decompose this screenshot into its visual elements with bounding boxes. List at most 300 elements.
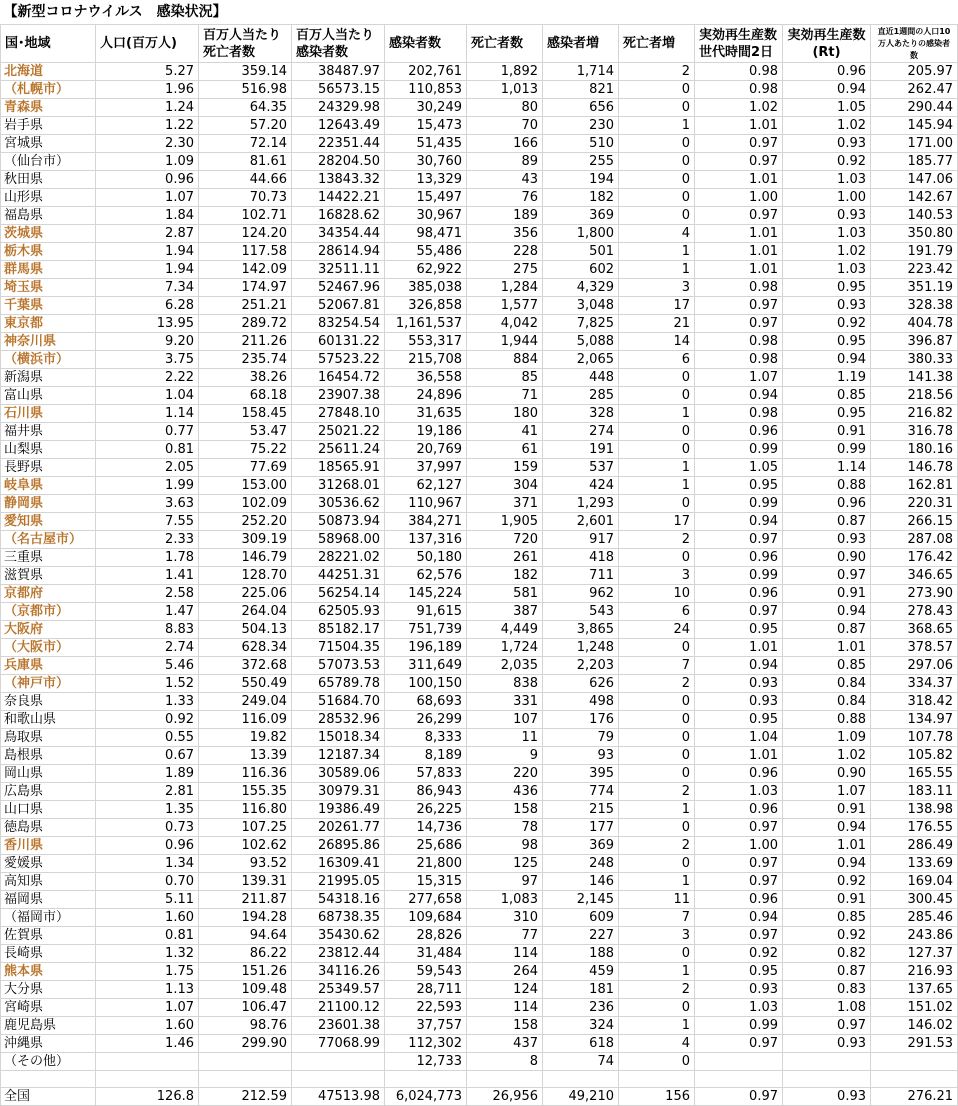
value-cell: 2 [619, 837, 695, 855]
table-row [1, 63, 958, 81]
value-cell: 7 [619, 909, 695, 927]
region-name-cell: 新潟県 [1, 369, 96, 387]
value-cell: 0.96 [96, 837, 199, 855]
value-cell: 194 [543, 171, 619, 189]
value-cell: 74 [543, 1053, 619, 1071]
value-cell: 1.03 [695, 783, 783, 801]
value-cell: 202,761 [385, 63, 467, 81]
value-cell: 114 [467, 999, 543, 1017]
value-cell: 917 [543, 531, 619, 549]
value-cell: 0.97 [783, 567, 871, 585]
value-cell: 2.22 [96, 369, 199, 387]
value-cell: 139.31 [199, 873, 292, 891]
value-cell: 962 [543, 585, 619, 603]
region-name-cell: （仙台市） [1, 153, 96, 171]
value-cell: 0.95 [783, 405, 871, 423]
value-cell: 424 [543, 477, 619, 495]
value-cell: 9 [467, 747, 543, 765]
value-cell: 1.03 [783, 225, 871, 243]
region-name-cell: 長崎県 [1, 945, 96, 963]
value-cell: 3,048 [543, 297, 619, 315]
value-cell: 23907.38 [292, 387, 385, 405]
value-cell: 227 [543, 927, 619, 945]
table-row [1, 297, 958, 315]
table-row [1, 585, 958, 603]
value-cell: 25611.24 [292, 441, 385, 459]
value-cell: 15,315 [385, 873, 467, 891]
value-cell: 13.39 [199, 747, 292, 765]
value-cell: 328 [543, 405, 619, 423]
region-name-cell: 群馬県 [1, 261, 96, 279]
value-cell: 0.97 [695, 297, 783, 315]
region-name-cell: （横浜市） [1, 351, 96, 369]
table-row [1, 243, 958, 261]
value-cell: 0.97 [695, 927, 783, 945]
value-cell: 191 [543, 441, 619, 459]
value-cell: 2.81 [96, 783, 199, 801]
value-cell: 0 [619, 135, 695, 153]
value-cell: 0.97 [695, 819, 783, 837]
value-cell: 2.87 [96, 225, 199, 243]
region-name-cell: 千葉県 [1, 297, 96, 315]
value-cell: 26,225 [385, 801, 467, 819]
value-cell: 98 [467, 837, 543, 855]
value-cell: 85 [467, 369, 543, 387]
table-row [1, 513, 958, 531]
value-cell: 2.58 [96, 585, 199, 603]
value-cell: 1,083 [467, 891, 543, 909]
value-cell: 266.15 [871, 513, 958, 531]
value-cell: 37,757 [385, 1017, 467, 1035]
value-cell: 165.55 [871, 765, 958, 783]
value-cell: 1.94 [96, 243, 199, 261]
value-cell: 0.97 [695, 315, 783, 333]
empty-cell [871, 1071, 958, 1088]
value-cell: 0.90 [783, 549, 871, 567]
value-cell: 34116.26 [292, 963, 385, 981]
region-name-cell: 鳥取県 [1, 729, 96, 747]
value-cell: 2,065 [543, 351, 619, 369]
value-cell: 0.96 [783, 495, 871, 513]
value-cell: 162.81 [871, 477, 958, 495]
value-cell: 6.28 [96, 297, 199, 315]
value-cell: 1,293 [543, 495, 619, 513]
value-cell: 273.90 [871, 585, 958, 603]
value-cell: 0.85 [783, 909, 871, 927]
value-cell: 30589.06 [292, 765, 385, 783]
region-name-cell: 静岡県 [1, 495, 96, 513]
value-cell: 498 [543, 693, 619, 711]
value-cell: 1.34 [96, 855, 199, 873]
value-cell: 0.77 [96, 423, 199, 441]
value-cell: 324 [543, 1017, 619, 1035]
value-cell: 334.37 [871, 675, 958, 693]
value-cell: 0.94 [783, 855, 871, 873]
region-name-cell: 高知県 [1, 873, 96, 891]
value-cell: 0.92 [783, 153, 871, 171]
value-cell: 220.31 [871, 495, 958, 513]
value-cell: 27848.10 [292, 405, 385, 423]
value-cell: 326,858 [385, 297, 467, 315]
table-row [1, 279, 958, 297]
value-cell: 25349.57 [292, 981, 385, 999]
value-cell: 448 [543, 369, 619, 387]
value-cell: 6 [619, 351, 695, 369]
value-cell: 49,210 [543, 1088, 619, 1106]
value-cell: 153.00 [199, 477, 292, 495]
value-cell: 0.97 [695, 1088, 783, 1106]
value-cell: 16828.62 [292, 207, 385, 225]
value-cell: 60131.22 [292, 333, 385, 351]
value-cell: 70.73 [199, 189, 292, 207]
value-cell: 26,299 [385, 711, 467, 729]
value-cell: 2,601 [543, 513, 619, 531]
value-cell: 0 [619, 1053, 695, 1071]
value-cell: 0.96 [695, 801, 783, 819]
table-row [1, 189, 958, 207]
value-cell: 107.25 [199, 819, 292, 837]
value-cell: 287.08 [871, 531, 958, 549]
value-cell: 516.98 [199, 81, 292, 99]
value-cell: 0.87 [783, 513, 871, 531]
value-cell: 17 [619, 297, 695, 315]
value-cell: 275 [467, 261, 543, 279]
value-cell: 1 [619, 1017, 695, 1035]
value-cell: 146 [543, 873, 619, 891]
value-cell: 159 [467, 459, 543, 477]
value-cell: 0.93 [695, 981, 783, 999]
value-cell: 0.95 [783, 333, 871, 351]
value-cell: 0.98 [695, 351, 783, 369]
value-cell: 248 [543, 855, 619, 873]
value-cell: 0.91 [783, 423, 871, 441]
value-cell: 0.92 [783, 873, 871, 891]
value-cell: 223.42 [871, 261, 958, 279]
region-name-cell: 沖縄県 [1, 1035, 96, 1053]
value-cell: 286.49 [871, 837, 958, 855]
region-name-cell: （京都市） [1, 603, 96, 621]
value-cell: 0.94 [783, 81, 871, 99]
value-cell [871, 1053, 958, 1071]
value-cell: 1.99 [96, 477, 199, 495]
value-cell: 30536.62 [292, 495, 385, 513]
value-cell: 1,892 [467, 63, 543, 81]
value-cell: 98.76 [199, 1017, 292, 1035]
header-rt: 実効再生産数(Rt) [783, 25, 871, 63]
value-cell: 328.38 [871, 297, 958, 315]
value-cell: 262.47 [871, 81, 958, 99]
table-row [1, 1053, 958, 1071]
value-cell: 211.26 [199, 333, 292, 351]
value-cell: 25021.22 [292, 423, 385, 441]
value-cell: 396.87 [871, 333, 958, 351]
value-cell: 28532.96 [292, 711, 385, 729]
value-cell: 43 [467, 171, 543, 189]
value-cell: 38487.97 [292, 63, 385, 81]
value-cell: 105.82 [871, 747, 958, 765]
value-cell: 0.97 [695, 153, 783, 171]
value-cell: 79 [543, 729, 619, 747]
value-cell: 359.14 [199, 63, 292, 81]
value-cell: 124 [467, 981, 543, 999]
value-cell: 91,615 [385, 603, 467, 621]
value-cell: 289.72 [199, 315, 292, 333]
value-cell: 0.96 [695, 765, 783, 783]
empty-cell [783, 1071, 871, 1088]
value-cell [96, 1053, 199, 1071]
value-cell: 1,161,537 [385, 315, 467, 333]
value-cell: 13843.32 [292, 171, 385, 189]
value-cell: 0.98 [695, 63, 783, 81]
value-cell: 185.77 [871, 153, 958, 171]
value-cell: 626 [543, 675, 619, 693]
table-row [1, 855, 958, 873]
region-name-cell: 滋賀県 [1, 567, 96, 585]
value-cell: 77 [467, 927, 543, 945]
value-cell: 1.03 [783, 171, 871, 189]
empty-cell [292, 1071, 385, 1088]
value-cell: 261 [467, 549, 543, 567]
table-row [1, 657, 958, 675]
value-cell: 34354.44 [292, 225, 385, 243]
value-cell: 8.83 [96, 621, 199, 639]
table-row [1, 639, 958, 657]
value-cell: 18565.91 [292, 459, 385, 477]
value-cell: 0.92 [783, 315, 871, 333]
value-cell: 0.99 [783, 441, 871, 459]
table-row [1, 675, 958, 693]
value-cell: 36,558 [385, 369, 467, 387]
value-cell: 351.19 [871, 279, 958, 297]
value-cell: 618 [543, 1035, 619, 1053]
value-cell: 235.74 [199, 351, 292, 369]
value-cell: 838 [467, 675, 543, 693]
region-name-cell: 宮城県 [1, 135, 96, 153]
value-cell: 15,497 [385, 189, 467, 207]
value-cell: 581 [467, 585, 543, 603]
value-cell: 0.93 [783, 1088, 871, 1106]
region-name-cell: 広島県 [1, 783, 96, 801]
value-cell: 1.01 [695, 261, 783, 279]
value-cell: 0.93 [783, 1035, 871, 1053]
value-cell: 0 [619, 171, 695, 189]
table-row [1, 459, 958, 477]
value-cell: 62,576 [385, 567, 467, 585]
value-cell: 0.84 [783, 693, 871, 711]
value-cell: 1.78 [96, 549, 199, 567]
value-cell: 16309.41 [292, 855, 385, 873]
value-cell: 180.16 [871, 441, 958, 459]
region-name-cell: 東京都 [1, 315, 96, 333]
value-cell: 1.00 [783, 189, 871, 207]
blank-row [1, 1071, 958, 1088]
region-name-cell: 岐阜県 [1, 477, 96, 495]
empty-cell [385, 1071, 467, 1088]
value-cell: 290.44 [871, 99, 958, 117]
value-cell: 1,724 [467, 639, 543, 657]
value-cell: 183.11 [871, 783, 958, 801]
value-cell: 107 [467, 711, 543, 729]
value-cell: 137.65 [871, 981, 958, 999]
table-row [1, 981, 958, 999]
value-cell: 418 [543, 549, 619, 567]
table-row [1, 153, 958, 171]
value-cell: 0.88 [783, 711, 871, 729]
table-row [1, 81, 958, 99]
value-cell: 609 [543, 909, 619, 927]
value-cell: 215,708 [385, 351, 467, 369]
value-cell: 1.13 [96, 981, 199, 999]
value-cell: 1.01 [695, 639, 783, 657]
value-cell: 93 [543, 747, 619, 765]
value-cell: 0.93 [695, 675, 783, 693]
value-cell: 1.01 [695, 171, 783, 189]
region-name-cell: 福井県 [1, 423, 96, 441]
value-cell: 0.97 [695, 1035, 783, 1053]
value-cell: 15,473 [385, 117, 467, 135]
value-cell: 0 [619, 549, 695, 567]
region-name-cell: 熊本県 [1, 963, 96, 981]
value-cell: 171.00 [871, 135, 958, 153]
value-cell: 243.86 [871, 927, 958, 945]
table-row [1, 909, 958, 927]
value-cell: 80 [467, 99, 543, 117]
table-row [1, 117, 958, 135]
value-cell: 176 [543, 711, 619, 729]
value-cell: 140.53 [871, 207, 958, 225]
value-cell: 720 [467, 531, 543, 549]
header-population: 人口(百万人) [96, 25, 199, 63]
value-cell: 189 [467, 207, 543, 225]
value-cell: 437 [467, 1035, 543, 1053]
value-cell: 44.66 [199, 171, 292, 189]
value-cell: 387 [467, 603, 543, 621]
value-cell: 0.91 [783, 891, 871, 909]
value-cell: 174.97 [199, 279, 292, 297]
value-cell: 0.83 [783, 981, 871, 999]
value-cell: 128.70 [199, 567, 292, 585]
table-row [1, 171, 958, 189]
value-cell: 0 [619, 945, 695, 963]
value-cell: 1 [619, 405, 695, 423]
value-cell: 0.93 [783, 135, 871, 153]
value-cell: 2 [619, 783, 695, 801]
value-cell: 218.56 [871, 387, 958, 405]
value-cell [783, 1053, 871, 1071]
empty-cell [467, 1071, 543, 1088]
value-cell: 110,967 [385, 495, 467, 513]
region-name-cell: 愛知県 [1, 513, 96, 531]
value-cell: 236 [543, 999, 619, 1017]
table-row [1, 135, 958, 153]
value-cell: 2.30 [96, 135, 199, 153]
value-cell: 0.96 [695, 423, 783, 441]
sheet-title: 【新型コロナウイルス 感染状況】 [3, 4, 227, 20]
value-cell: 774 [543, 783, 619, 801]
value-cell: 11 [467, 729, 543, 747]
value-cell: 9.20 [96, 333, 199, 351]
value-cell: 0.87 [783, 621, 871, 639]
value-cell: 50873.94 [292, 513, 385, 531]
value-cell: 1.33 [96, 693, 199, 711]
value-cell: 316.78 [871, 423, 958, 441]
value-cell: 0 [619, 369, 695, 387]
value-cell [695, 1053, 783, 1071]
value-cell: 194.28 [199, 909, 292, 927]
value-cell: 0.97 [695, 207, 783, 225]
value-cell: 14,736 [385, 819, 467, 837]
value-cell: 264 [467, 963, 543, 981]
value-cell: 378.57 [871, 639, 958, 657]
value-cell: 300.45 [871, 891, 958, 909]
value-cell: 1,248 [543, 639, 619, 657]
value-cell: 385,038 [385, 279, 467, 297]
value-cell: 0 [619, 855, 695, 873]
table-row [1, 945, 958, 963]
value-cell: 369 [543, 207, 619, 225]
value-cell: 19386.49 [292, 801, 385, 819]
value-cell: 1 [619, 459, 695, 477]
value-cell: 75.22 [199, 441, 292, 459]
table-row [1, 783, 958, 801]
value-cell: 30979.31 [292, 783, 385, 801]
table-row [1, 549, 958, 567]
value-cell: 1.09 [783, 729, 871, 747]
value-cell: 127.37 [871, 945, 958, 963]
region-name-cell: 石川県 [1, 405, 96, 423]
region-name-cell: 徳島県 [1, 819, 96, 837]
header-new-deaths: 死亡者増 [619, 25, 695, 63]
header-new-cases: 感染者増 [543, 25, 619, 63]
value-cell: 102.71 [199, 207, 292, 225]
table-row [1, 477, 958, 495]
table-row [1, 1035, 958, 1053]
value-cell: 1.07 [695, 369, 783, 387]
value-cell: 188 [543, 945, 619, 963]
table-row [1, 225, 958, 243]
value-cell: 0.98 [695, 333, 783, 351]
table-row [1, 765, 958, 783]
value-cell: 116.80 [199, 801, 292, 819]
value-cell: 110,853 [385, 81, 467, 99]
value-cell: 117.58 [199, 243, 292, 261]
value-cell: 19,186 [385, 423, 467, 441]
value-cell: 1.05 [695, 459, 783, 477]
header-cases: 感染者数 [385, 25, 467, 63]
value-cell: 26895.86 [292, 837, 385, 855]
region-name-cell: 京都府 [1, 585, 96, 603]
value-cell: 145,224 [385, 585, 467, 603]
value-cell: 106.47 [199, 999, 292, 1017]
value-cell: 2,145 [543, 891, 619, 909]
value-cell: 1,714 [543, 63, 619, 81]
value-cell: 1.02 [695, 99, 783, 117]
region-name-cell: （札幌市） [1, 81, 96, 99]
value-cell: 264.04 [199, 603, 292, 621]
value-cell: 404.78 [871, 315, 958, 333]
value-cell: 291.53 [871, 1035, 958, 1053]
value-cell: 1.24 [96, 99, 199, 117]
table-row [1, 801, 958, 819]
value-cell: 181 [543, 981, 619, 999]
value-cell: 5.27 [96, 63, 199, 81]
value-cell: 2,203 [543, 657, 619, 675]
value-cell: 5.11 [96, 891, 199, 909]
region-name-cell: 山口県 [1, 801, 96, 819]
value-cell: 1.89 [96, 765, 199, 783]
value-cell: 0 [619, 693, 695, 711]
value-cell: 276.21 [871, 1088, 958, 1106]
